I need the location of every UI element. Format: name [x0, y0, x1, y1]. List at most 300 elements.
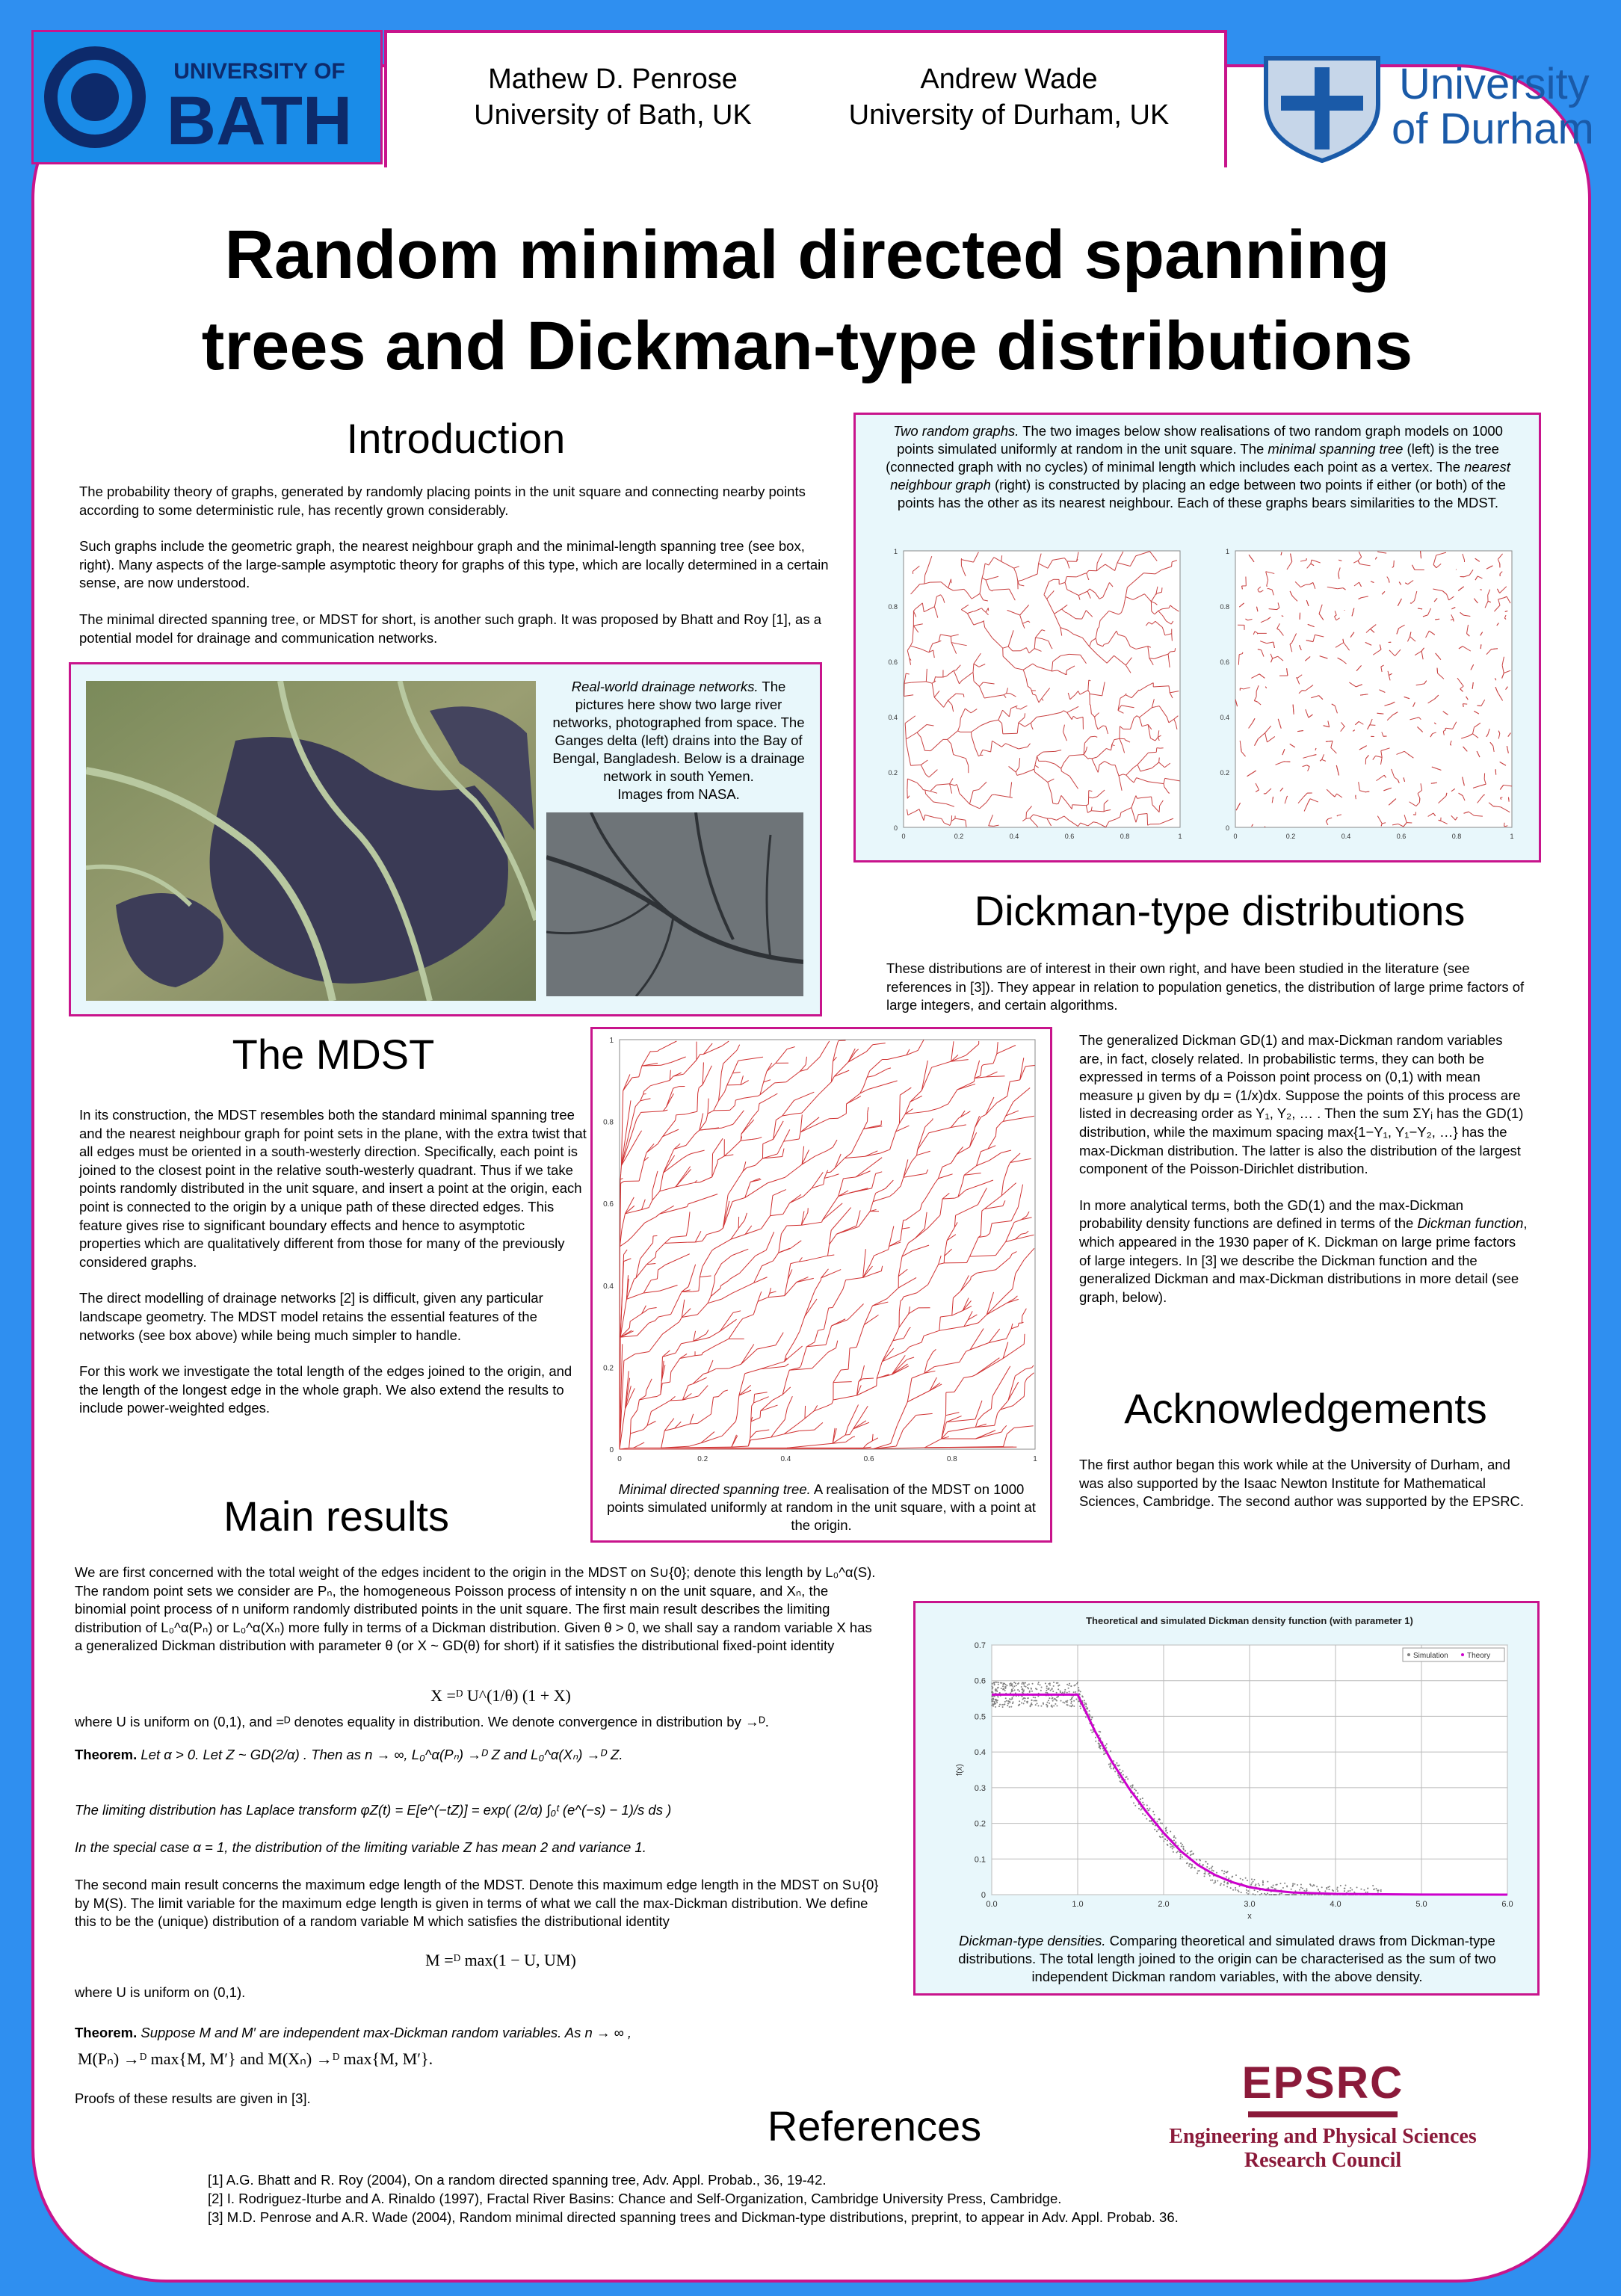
simulation-point — [998, 1696, 999, 1697]
x-tick-label: 0.6 — [863, 1455, 874, 1463]
simulation-point — [1237, 1889, 1238, 1891]
x-tick-label: 1 — [1178, 833, 1182, 840]
simulation-point — [1005, 1697, 1007, 1699]
simulation-point — [1294, 1883, 1295, 1885]
simulation-point — [1247, 1880, 1248, 1881]
author-2-affiliation: University of Durham, UK — [848, 99, 1170, 131]
simulation-point — [1088, 1713, 1090, 1715]
simulation-point — [1267, 1881, 1268, 1883]
simulation-point — [1189, 1863, 1191, 1865]
simulation-point — [1170, 1846, 1171, 1848]
simulation-point — [1326, 1888, 1327, 1889]
simulation-point — [1273, 1885, 1274, 1886]
simulation-point — [1078, 1689, 1079, 1691]
simulation-point — [992, 1706, 994, 1707]
graph-edge — [805, 1406, 806, 1419]
y-tick-label: 0.6 — [603, 1200, 614, 1209]
simulation-point — [1279, 1893, 1281, 1895]
simulation-point — [1057, 1682, 1058, 1684]
simulation-point — [1009, 1706, 1010, 1708]
simulation-point — [1051, 1688, 1052, 1690]
simulation-point — [1300, 1887, 1302, 1889]
simulation-point — [1214, 1880, 1216, 1881]
graph-edge — [1172, 562, 1173, 567]
simulation-point — [1367, 1892, 1368, 1893]
simulation-point — [1159, 1819, 1161, 1821]
simulation-point — [1223, 1871, 1225, 1872]
x-tick-label: 0.8 — [946, 1455, 957, 1463]
simulation-point — [1227, 1882, 1229, 1883]
simulation-point — [1001, 1704, 1003, 1706]
simulation-point — [1282, 1887, 1284, 1889]
simulation-point — [1262, 1884, 1264, 1886]
simulation-point — [1064, 1691, 1066, 1693]
simulation-point — [1137, 1792, 1138, 1794]
simulation-point — [1344, 1888, 1345, 1889]
simulation-point — [1000, 1682, 1001, 1684]
simulation-point — [1267, 1892, 1268, 1894]
simulation-point — [998, 1682, 999, 1683]
simulation-point — [1053, 1705, 1055, 1706]
durham-shield-icon — [1266, 58, 1378, 161]
main-results-paragraph-4: where U is uniform on (0,1). — [75, 1984, 246, 2000]
simulation-point — [1138, 1808, 1140, 1809]
x-tick-label: 0.8 — [1120, 833, 1130, 840]
simulation-point — [1160, 1822, 1161, 1824]
simulation-point — [1110, 1762, 1111, 1764]
graph-edge — [989, 826, 994, 827]
epsrc-logo-bar — [1248, 2111, 1398, 2117]
simulation-point — [1122, 1782, 1123, 1783]
mdst-figure-caption: Minimal directed spanning tree. A realisation of the MDST on 1000 points simulated uniformly at random in the unit square, with a point at the origin. — [607, 1481, 1036, 1533]
y-tick-label: 0 — [893, 824, 898, 832]
simulation-point — [1002, 1685, 1004, 1687]
simulation-point — [1262, 1881, 1264, 1883]
y-tick-label: 0.2 — [603, 1364, 614, 1373]
dickman-heading: Dickman-type distributions — [974, 887, 1466, 934]
simulation-point — [1253, 1880, 1254, 1882]
simulation-point — [1300, 1894, 1302, 1895]
simulation-point — [1062, 1702, 1063, 1703]
simulation-point — [1036, 1700, 1037, 1701]
simulation-point — [1261, 1893, 1262, 1895]
simulation-point — [992, 1688, 993, 1690]
y-tick-label: 0.4 — [974, 1748, 986, 1758]
y-tick-label: 0.4 — [603, 1282, 614, 1291]
simulation-point — [1037, 1703, 1038, 1704]
title-line-2: trees and Dickman-type distributions — [201, 308, 1413, 384]
simulation-point — [1146, 1804, 1148, 1806]
simulation-point — [992, 1700, 993, 1702]
simulation-point — [1100, 1745, 1102, 1747]
legend-theory-marker — [1461, 1653, 1464, 1656]
simulation-point — [1035, 1704, 1037, 1706]
simulation-point — [1142, 1813, 1143, 1815]
simulation-point — [1063, 1702, 1065, 1703]
intro-paragraph-1: The probability theory of graphs, generated by randomly placing points in the unit square and connecting nearby points according to some deterministic rule, has recently grown considerably. — [79, 484, 806, 518]
simulation-point — [1149, 1808, 1150, 1809]
simulation-point — [1337, 1890, 1339, 1892]
y-tick-label: 0.3 — [974, 1783, 986, 1793]
y-tick-label: 1 — [893, 548, 898, 555]
simulation-point — [1336, 1889, 1338, 1890]
simulation-point — [1079, 1694, 1081, 1695]
simulation-point — [1232, 1889, 1234, 1891]
simulation-point — [1209, 1875, 1211, 1877]
simulation-point — [1340, 1885, 1341, 1886]
simulation-point — [1208, 1868, 1210, 1869]
simulation-point — [1133, 1802, 1134, 1803]
simulation-point — [1146, 1808, 1148, 1809]
simulation-point — [994, 1701, 995, 1703]
simulation-point — [1049, 1685, 1051, 1686]
simulation-point — [996, 1682, 998, 1683]
simulation-point — [1066, 1692, 1068, 1694]
legend-simulation-marker — [1407, 1653, 1410, 1656]
simulation-point — [1078, 1700, 1079, 1702]
simulation-point — [1022, 1699, 1024, 1700]
simulation-point — [1262, 1880, 1264, 1882]
simulation-point — [1009, 1701, 1010, 1703]
dickman-paragraph-3: In more analytical terms, both the GD(1) and the max-Dickman probability density functions are defined in terms of the Dickman function, which appeared in the 1930 paper of K. Dickman on large prime factors of large integers. In [3] we describe the Dickman function and the generalized Dickman and max-Dickman distributions in more detail (see graph, below). — [1079, 1197, 1528, 1305]
x-tick-label: 5.0 — [1415, 1900, 1427, 1909]
simulation-point — [995, 1690, 996, 1691]
simulation-point — [1356, 1886, 1358, 1888]
simulation-point — [1125, 1777, 1126, 1778]
simulation-point — [1232, 1876, 1233, 1877]
simulation-point — [1211, 1880, 1213, 1881]
simulation-point — [1032, 1683, 1034, 1685]
simulation-point — [1270, 1894, 1272, 1895]
simulation-point — [1065, 1700, 1066, 1702]
simulation-point — [1349, 1890, 1350, 1892]
chart-legend — [1403, 1648, 1504, 1661]
plot-frame — [1235, 551, 1512, 827]
simulation-point — [991, 1685, 992, 1687]
simulation-point — [992, 1698, 994, 1700]
simulation-point — [1013, 1688, 1014, 1689]
graph-edge — [1508, 797, 1509, 802]
simulation-point — [1031, 1700, 1033, 1701]
graph-edge — [1061, 768, 1062, 771]
simulation-point — [994, 1696, 995, 1697]
simulation-point — [1085, 1717, 1087, 1718]
simulation-point — [1013, 1682, 1015, 1683]
simulation-point — [1380, 1890, 1382, 1892]
simulation-point — [1130, 1797, 1131, 1798]
x-tick-label: 0.4 — [780, 1455, 791, 1463]
simulation-point — [1164, 1839, 1166, 1840]
simulation-point — [1046, 1692, 1047, 1694]
simulation-point — [1305, 1890, 1306, 1892]
simulation-point — [1046, 1688, 1048, 1689]
simulation-point — [1226, 1871, 1227, 1873]
simulation-point — [1255, 1885, 1256, 1886]
simulation-point — [1036, 1688, 1037, 1690]
main-results-paragraph-3: The second main result concerns the maximum edge length of the MDST. Denote this maximum edge length in the MDST on S∪{0} by M(S). The limit variable for the maximum edge length is given in terms of what we call the max-Dickman distribution. We define this to be the (unique) distribution of a random variable M which satisfies the distributional identity — [75, 1877, 879, 1930]
simulation-point — [1078, 1687, 1079, 1688]
y-axis-label: f(x) — [955, 1764, 964, 1776]
simulation-point — [1213, 1870, 1214, 1871]
x-tick-label: 1 — [1033, 1455, 1037, 1463]
graph-edge — [1170, 651, 1175, 652]
x-tick-label: 0 — [617, 1455, 622, 1463]
equation-gd-fixed-point: X =ᴰ U^(1/θ) (1 + X) — [430, 1686, 571, 1705]
simulation-point — [1056, 1692, 1057, 1694]
simulation-point — [1066, 1704, 1068, 1706]
graph-edge — [760, 1411, 761, 1418]
simulation-point — [1294, 1894, 1295, 1895]
simulation-point — [1245, 1877, 1247, 1879]
simulation-point — [1122, 1771, 1123, 1772]
legend-theory-label: Theory — [1467, 1652, 1491, 1660]
y-tick-label: 0.8 — [1220, 603, 1229, 611]
dickman-density-box — [913, 1601, 1540, 1996]
simulation-point — [1160, 1836, 1161, 1838]
simulation-point — [1064, 1689, 1066, 1691]
simulation-point — [1053, 1682, 1055, 1683]
simulation-point — [1372, 1885, 1374, 1886]
simulation-point — [1329, 1886, 1330, 1887]
simulation-point — [1077, 1682, 1078, 1683]
simulation-point — [1344, 1890, 1345, 1892]
simulation-point — [1179, 1856, 1181, 1857]
simulation-point — [1023, 1703, 1025, 1704]
simulation-point — [1099, 1747, 1100, 1748]
simulation-point — [1056, 1705, 1057, 1706]
plot-frame — [904, 551, 1180, 827]
simulation-point — [1265, 1894, 1267, 1895]
simulation-point — [1230, 1887, 1232, 1889]
simulation-point — [1211, 1869, 1213, 1871]
simulation-point — [1031, 1703, 1032, 1704]
simulation-point — [1009, 1698, 1010, 1700]
graph-edge — [1365, 791, 1369, 792]
main-results-paragraph-5: Proofs of these results are given in [3]. — [75, 2090, 311, 2106]
x-tick-label: 0.0 — [986, 1900, 998, 1909]
simulation-point — [1019, 1704, 1020, 1706]
simulation-point — [1367, 1888, 1368, 1889]
simulation-point — [1040, 1684, 1041, 1685]
simulation-point — [1152, 1811, 1154, 1812]
simulation-point — [1018, 1682, 1019, 1684]
simulation-point — [1011, 1691, 1013, 1692]
simulation-point — [996, 1691, 998, 1692]
simulation-point — [1241, 1892, 1242, 1893]
yemen-drainage-image — [546, 812, 803, 996]
simulation-point — [1103, 1753, 1105, 1755]
simulation-point — [1167, 1844, 1168, 1845]
bath-logo-text-1: UNIVERSITY OF — [173, 59, 345, 84]
simulation-point — [1084, 1704, 1085, 1706]
simulation-point — [1070, 1685, 1072, 1687]
simulation-point — [1052, 1697, 1053, 1699]
simulation-point — [1258, 1883, 1259, 1884]
author-2 — [815, 61, 1203, 133]
simulation-point — [1069, 1691, 1070, 1693]
simulation-point — [1099, 1743, 1100, 1744]
simulation-point — [1116, 1762, 1117, 1764]
simulation-point — [1003, 1682, 1004, 1684]
simulation-point — [1246, 1892, 1247, 1893]
intro-paragraph-3: The minimal directed spanning tree, or MDST for short, is another such graph. It was proposed by Bhatt and Roy [1], as a potential model for drainage and communication networks. — [79, 611, 821, 646]
simulation-point — [1073, 1685, 1075, 1686]
x-tick-label: 6.0 — [1501, 1900, 1513, 1909]
x-tick-label: 0 — [901, 833, 906, 840]
graph-edge — [1003, 733, 1017, 734]
simulation-point — [1300, 1884, 1302, 1886]
simulation-point — [1021, 1686, 1022, 1688]
simulation-point — [1158, 1829, 1159, 1830]
simulation-point — [1037, 1683, 1039, 1685]
simulation-point — [998, 1687, 999, 1688]
acknowledgements-heading: Acknowledgements — [1124, 1385, 1487, 1432]
y-tick-label: 0.6 — [1220, 658, 1229, 666]
simulation-point — [1040, 1690, 1042, 1691]
simulation-point — [1180, 1842, 1182, 1844]
drainage-caption-body: The pictures here show two large river networks, photographed from space. The Ganges delta (left) drains into the Bay of Bengal, Bangladesh. Below is a drainage network in south Yemen. — [552, 679, 805, 784]
simulation-point — [1111, 1768, 1112, 1769]
simulation-point — [1069, 1699, 1071, 1700]
simulation-point — [1084, 1700, 1085, 1701]
simulation-point — [1031, 1688, 1032, 1690]
simulation-point — [1027, 1697, 1028, 1699]
simulation-point — [1029, 1691, 1031, 1693]
simulation-point — [1247, 1893, 1249, 1895]
x-tick-label: 0.4 — [1009, 833, 1019, 840]
mdst-figure-box — [590, 1027, 1052, 1543]
simulation-point — [1132, 1784, 1134, 1786]
graph-edge — [1026, 818, 1030, 819]
simulation-point — [1068, 1688, 1069, 1689]
simulation-point — [1011, 1689, 1013, 1691]
simulation-point — [1205, 1873, 1206, 1874]
simulation-point — [994, 1703, 995, 1705]
simulation-point — [1270, 1886, 1272, 1888]
simulation-point — [1205, 1871, 1206, 1873]
mdst-paragraph-3: For this work we investigate the total length of the edges joined to the origin, and the length of the longest edge in the whole graph. We also extend the results to include power-weighted edges. — [79, 1363, 572, 1416]
simulation-point — [1142, 1797, 1143, 1799]
simulation-point — [1073, 1706, 1075, 1707]
simulation-point — [1021, 1702, 1022, 1703]
simulation-point — [1031, 1691, 1033, 1692]
simulation-point — [1013, 1701, 1014, 1703]
simulation-point — [1075, 1698, 1077, 1700]
x-axis-label: x — [1247, 1912, 1252, 1921]
special-case: In the special case α = 1, the distribution of the limiting variable Z has mean 2 and variance 1. — [75, 1839, 646, 1855]
simulation-point — [1010, 1685, 1011, 1687]
simulation-point — [1211, 1868, 1212, 1869]
simulation-point — [1191, 1866, 1193, 1868]
simulation-point — [1006, 1700, 1007, 1702]
simulation-point — [1007, 1703, 1009, 1704]
simulation-point — [1130, 1786, 1131, 1787]
simulation-point — [1024, 1700, 1025, 1702]
simulation-point — [1123, 1774, 1124, 1776]
mdst-plot — [593, 1029, 1050, 1475]
simulation-point — [1027, 1684, 1028, 1685]
simulation-point — [1172, 1845, 1173, 1847]
simulation-point — [1057, 1688, 1059, 1690]
simulation-point — [1073, 1700, 1075, 1702]
simulation-point — [1251, 1878, 1253, 1880]
simulation-point — [1048, 1700, 1049, 1701]
simulation-point — [1120, 1772, 1122, 1774]
simulation-point — [1025, 1682, 1026, 1684]
simulation-point — [1239, 1886, 1241, 1887]
simulation-point — [1003, 1704, 1004, 1706]
simulation-point — [1321, 1886, 1323, 1888]
simulation-point — [1187, 1853, 1188, 1854]
simulation-point — [1001, 1688, 1002, 1689]
simulation-point — [1070, 1703, 1072, 1704]
simulation-point — [1196, 1859, 1197, 1860]
simulation-point — [1060, 1691, 1061, 1693]
simulation-point — [1208, 1873, 1209, 1874]
simulation-point — [1058, 1685, 1060, 1686]
simulation-point — [1050, 1690, 1052, 1691]
simulation-point — [998, 1684, 999, 1685]
simulation-point — [1259, 1885, 1260, 1886]
simulation-point — [1106, 1743, 1108, 1744]
simulation-point — [1378, 1889, 1380, 1891]
simulation-point — [1022, 1683, 1023, 1685]
simulation-point — [1250, 1883, 1252, 1885]
simulation-point — [1151, 1821, 1152, 1822]
simulation-point — [1181, 1845, 1182, 1847]
graph-edge — [1096, 564, 1097, 571]
simulation-point — [1223, 1873, 1225, 1874]
simulation-point — [1046, 1690, 1047, 1691]
simulation-point — [1376, 1888, 1377, 1889]
bath-crest-icon — [34, 32, 380, 162]
simulation-point — [1173, 1847, 1175, 1848]
simulation-point — [1015, 1682, 1016, 1684]
simulation-point — [1350, 1887, 1351, 1889]
simulation-point — [996, 1702, 998, 1703]
graph-edge — [924, 575, 925, 584]
author-1 — [419, 61, 807, 133]
graph-edge — [1159, 758, 1160, 763]
simulation-point — [1134, 1805, 1136, 1806]
simulation-point — [1099, 1731, 1101, 1732]
simulation-point — [1156, 1821, 1158, 1822]
simulation-point — [1053, 1685, 1055, 1687]
simulation-point — [1017, 1689, 1019, 1691]
y-tick-label: 0.2 — [1220, 769, 1229, 777]
simulation-point — [1302, 1888, 1303, 1889]
drainage-caption — [548, 678, 809, 803]
main-results-paragraph-2: where U is uniform on (0,1), and =ᴰ denotes equality in distribution. We denote convergence in distribution by →ᴰ. — [75, 1714, 769, 1729]
intro-text — [79, 483, 834, 665]
simulation-point — [1152, 1824, 1154, 1825]
graph-edge — [751, 1406, 752, 1416]
simulation-point — [998, 1706, 1000, 1707]
simulation-point — [1199, 1870, 1200, 1871]
simulation-point — [1012, 1703, 1013, 1704]
simulation-point — [1313, 1884, 1315, 1886]
legend-simulation-label: Simulation — [1413, 1652, 1448, 1660]
simulation-point — [1025, 1686, 1027, 1688]
graph-edge — [1445, 728, 1446, 729]
ganges-delta-image — [86, 681, 536, 1001]
simulation-point — [1054, 1698, 1055, 1700]
durham-logo-text-1: University — [1399, 60, 1590, 108]
simulation-point — [994, 1682, 995, 1684]
nearest-neighbour-graph-plot — [1211, 543, 1518, 850]
dickman-density-chart — [923, 1611, 1530, 1932]
graph-edge — [1157, 748, 1161, 749]
